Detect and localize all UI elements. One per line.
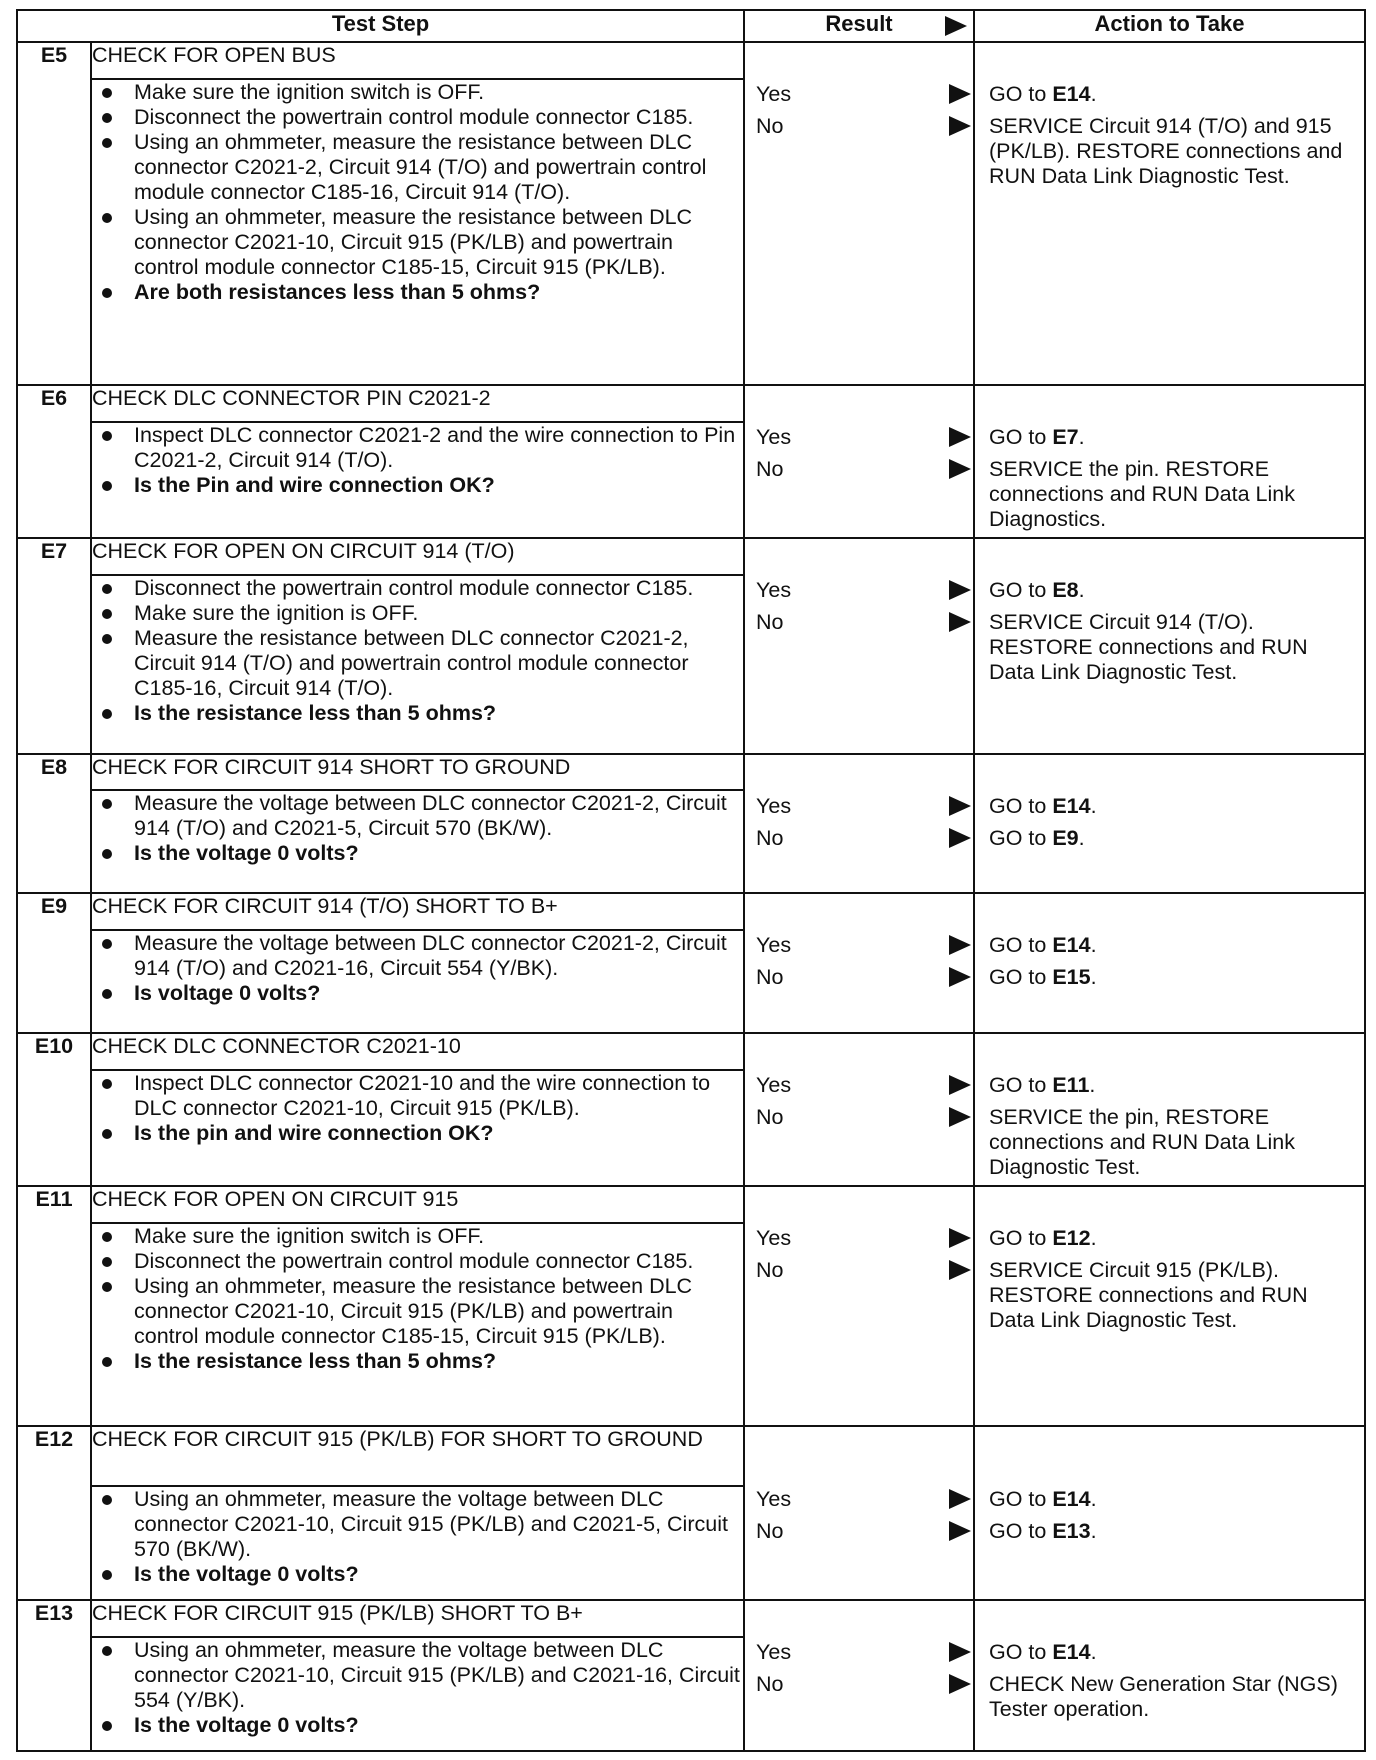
action-yes-suffix: . <box>1090 793 1097 818</box>
result-no-label: No <box>756 1672 784 1697</box>
action-no <box>989 965 1356 990</box>
action-no-text: SERVICE the pin. RESTORE connections and RUN Data Link Diagnostics. <box>989 456 1295 531</box>
action-yes-ref: E14 <box>1052 1486 1091 1511</box>
question-text: Is the resistance less than 5 ohms? <box>134 700 497 725</box>
step-body <box>91 1223 744 1426</box>
action-no-text: SERVICE Circuit 914 (T/O). RESTORE connections and RUN Data Link Diagnostic Test. <box>989 609 1308 684</box>
step-bullets <box>92 1071 743 1146</box>
action-no-text: SERVICE Circuit 915 (PK/LB). RESTORE connections and RUN Data Link Diagnostic Test. <box>989 1257 1308 1332</box>
result-no <box>756 1519 973 1545</box>
action-yes-prefix: GO to <box>989 1225 1053 1250</box>
bullet-item <box>92 1274 743 1349</box>
step-result <box>744 893 974 1033</box>
action-no <box>989 457 1356 532</box>
bullet-text: Make sure the ignition switch is OFF. <box>134 1223 485 1248</box>
bullet-item <box>92 1487 743 1562</box>
result-no <box>756 965 973 991</box>
bullet-text: Make sure the ignition is OFF. <box>134 600 419 625</box>
step-bullets <box>92 1638 743 1738</box>
bullet-icon <box>102 1232 112 1242</box>
bullet-item <box>92 576 743 601</box>
step-title: CHECK FOR CIRCUIT 914 SHORT TO GROUND <box>91 754 744 791</box>
step-id: E5 <box>17 42 91 385</box>
header-result <box>744 10 974 42</box>
step-id: E6 <box>17 385 91 538</box>
arrow-right-icon <box>949 580 971 600</box>
action-no <box>989 1519 1356 1544</box>
bullet-text: Using an ohmmeter, measure the resistance between DLC connector C2021-2, Circuit 914 (T/O) and powertrain control module connector C185-16, Circuit 914 (T/O). <box>134 129 707 204</box>
arrow-right-icon <box>945 16 967 36</box>
step-title: CHECK FOR CIRCUIT 914 (T/O) SHORT TO B+ <box>91 893 744 930</box>
action-yes-prefix: GO to <box>989 1486 1053 1511</box>
bullet-item <box>92 423 743 473</box>
action-yes-suffix: . <box>1090 1486 1097 1511</box>
action-no <box>989 610 1356 685</box>
question-text: Is the pin and wire connection OK? <box>134 1120 494 1145</box>
arrow-right-icon <box>949 1107 971 1127</box>
step-e8-title-row <box>17 754 1365 791</box>
bullet-icon <box>102 584 112 594</box>
action-yes <box>989 82 1356 107</box>
arrow-right-icon <box>949 116 971 136</box>
step-question <box>92 280 743 305</box>
arrow-right-icon <box>949 459 971 479</box>
step-bullets <box>92 931 743 1006</box>
bullet-text: Disconnect the powertrain control module connector C185. <box>134 575 694 600</box>
bullet-text: Using an ohmmeter, measure the voltage between DLC connector C2021-10, Circuit 915 (PK/LB) and C2021-16, Circuit 554 (Y/BK). <box>134 1637 740 1712</box>
step-id: E7 <box>17 538 91 754</box>
result-no-label: No <box>756 114 784 138</box>
bullet-icon <box>102 1282 112 1292</box>
step-bullets <box>92 576 743 726</box>
action-yes <box>989 794 1356 819</box>
bullet-icon <box>102 1357 112 1367</box>
step-title: CHECK FOR OPEN ON CIRCUIT 914 (T/O) <box>91 538 744 575</box>
bullet-icon <box>102 481 112 491</box>
diagnostic-table <box>16 9 1366 1752</box>
bullet-item <box>92 1224 743 1249</box>
step-body <box>91 1070 744 1186</box>
result-no <box>756 457 973 483</box>
result-yes-label: Yes <box>756 793 792 818</box>
action-yes <box>989 1640 1356 1665</box>
result-no-label: No <box>756 609 784 634</box>
action-no-ref: E9 <box>1052 825 1079 850</box>
action-yes-ref: E14 <box>1052 82 1091 106</box>
step-e10-title-row <box>17 1033 1365 1070</box>
bullet-icon <box>102 1495 112 1505</box>
step-title: CHECK FOR CIRCUIT 915 (PK/LB) FOR SHORT TO GROUND <box>91 1426 744 1486</box>
bullet-item <box>92 130 743 205</box>
question-text: Is the Pin and wire connection OK? <box>134 472 495 497</box>
step-title: CHECK FOR CIRCUIT 915 (PK/LB) SHORT TO B+ <box>91 1600 744 1637</box>
bullet-icon <box>102 88 112 98</box>
step-result <box>744 1600 974 1751</box>
step-result <box>744 754 974 894</box>
result-yes-label: Yes <box>756 1486 792 1511</box>
result-yes <box>756 425 973 451</box>
step-question <box>92 1349 743 1374</box>
action-yes-suffix: . <box>1078 424 1085 449</box>
step-e12-title-row <box>17 1426 1365 1486</box>
action-no-text: SERVICE Circuit 914 (T/O) and 915 (PK/LB). RESTORE connections and RUN Data Link Diagnostic Test. <box>989 114 1343 188</box>
action-yes-prefix: GO to <box>989 82 1053 106</box>
arrow-right-icon <box>949 828 971 848</box>
arrow-right-icon <box>949 612 971 632</box>
action-yes-prefix: GO to <box>989 577 1053 602</box>
result-yes-label: Yes <box>756 1640 792 1665</box>
step-action <box>974 1600 1365 1751</box>
step-result <box>744 1186 974 1426</box>
step-action <box>974 1033 1365 1186</box>
action-yes-ref: E14 <box>1052 933 1091 958</box>
arrow-right-icon <box>949 1228 971 1248</box>
step-body <box>91 930 744 1033</box>
result-no-label: No <box>756 1518 784 1543</box>
step-e13-title-row <box>17 1600 1365 1637</box>
step-action <box>974 538 1365 754</box>
step-body <box>91 1637 744 1751</box>
step-action <box>974 754 1365 894</box>
action-yes <box>989 1487 1356 1512</box>
result-yes-label: Yes <box>756 1072 792 1097</box>
result-no <box>756 826 973 852</box>
arrow-right-icon <box>949 1260 971 1280</box>
bullet-item <box>92 205 743 280</box>
step-action <box>974 893 1365 1033</box>
bullet-icon <box>102 989 112 999</box>
result-no <box>756 610 973 636</box>
result-yes-label: Yes <box>756 1225 792 1250</box>
action-yes-ref: E14 <box>1052 793 1091 818</box>
step-bullets <box>92 80 743 305</box>
action-no <box>989 1258 1356 1333</box>
action-yes-ref: E11 <box>1052 1072 1090 1097</box>
step-bullets <box>92 1487 743 1587</box>
action-no-prefix: GO to <box>989 965 1053 990</box>
action-yes-suffix: . <box>1090 82 1097 106</box>
action-yes-ref: E8 <box>1052 577 1079 602</box>
action-no <box>989 826 1356 851</box>
bullet-icon <box>102 113 112 123</box>
bullet-text: Using an ohmmeter, measure the resistance between DLC connector C2021-10, Circuit 915 (PK/LB) and powertrain control module connector C185-15, Circuit 915 (PK/LB). <box>134 204 693 279</box>
step-id: E10 <box>17 1033 91 1186</box>
arrow-right-icon <box>949 1521 971 1541</box>
action-no-ref: E15 <box>1052 965 1091 990</box>
question-text: Are both resistances less than 5 ohms? <box>134 279 541 304</box>
action-yes <box>989 578 1356 603</box>
action-yes-suffix: . <box>1078 577 1085 602</box>
action-no-text: CHECK New Generation Star (NGS) Tester operation. <box>989 1672 1338 1722</box>
question-text: Is voltage 0 volts? <box>134 980 321 1005</box>
step-id: E9 <box>17 893 91 1033</box>
result-yes <box>756 794 973 820</box>
action-yes-prefix: GO to <box>989 1072 1053 1097</box>
step-e9-title-row <box>17 893 1365 930</box>
result-no-label: No <box>756 825 784 850</box>
result-yes <box>756 1073 973 1099</box>
bullet-item <box>92 1638 743 1713</box>
step-body <box>91 422 744 538</box>
arrow-right-icon <box>949 427 971 447</box>
action-no <box>989 114 1356 189</box>
result-yes-label: Yes <box>756 424 792 449</box>
step-body <box>91 575 744 754</box>
question-text: Is the voltage 0 volts? <box>134 1562 359 1587</box>
header-row <box>17 10 1365 42</box>
bullet-text: Make sure the ignition switch is OFF. <box>134 79 485 104</box>
result-yes-label: Yes <box>756 82 792 106</box>
step-action <box>974 385 1365 538</box>
step-title: CHECK DLC CONNECTOR PIN C2021-2 <box>91 385 744 422</box>
bullet-text: Inspect DLC connector C2021-10 and the wire connection to DLC connector C2021-10, Circuit 915 (PK/LB). <box>134 1070 711 1120</box>
step-bullets <box>92 1224 743 1374</box>
step-body <box>91 790 744 893</box>
bullet-text: Measure the voltage between DLC connector C2021-2, Circuit 914 (T/O) and C2021-16, Circuit 554 (Y/BK). <box>134 930 727 980</box>
header-test-step: Test Step <box>17 10 744 42</box>
step-bullets <box>92 423 743 498</box>
step-question <box>92 1121 743 1146</box>
header-action: Action to Take <box>974 10 1365 42</box>
arrow-right-icon <box>949 796 971 816</box>
step-body <box>91 79 744 385</box>
action-yes <box>989 1073 1356 1098</box>
step-id: E8 <box>17 754 91 894</box>
action-yes-suffix: . <box>1090 1640 1097 1665</box>
step-question <box>92 1713 743 1738</box>
bullet-icon <box>102 1257 112 1267</box>
bullet-item <box>92 931 743 981</box>
result-yes <box>756 578 973 604</box>
bullet-text: Disconnect the powertrain control module connector C185. <box>134 1248 694 1273</box>
action-yes-suffix: . <box>1090 933 1097 958</box>
step-question <box>92 1562 743 1587</box>
arrow-right-icon <box>949 1674 971 1694</box>
bullet-icon <box>102 138 112 148</box>
action-yes-prefix: GO to <box>989 933 1053 958</box>
step-e11-title-row <box>17 1186 1365 1223</box>
result-yes-label: Yes <box>756 577 792 602</box>
action-yes-ref: E7 <box>1052 424 1079 449</box>
step-question <box>92 701 743 726</box>
bullet-icon <box>102 1570 112 1580</box>
step-e6-title-row <box>17 385 1365 422</box>
step-action <box>974 1426 1365 1600</box>
arrow-right-icon <box>949 967 971 987</box>
bullet-icon <box>102 288 112 298</box>
result-yes <box>756 1640 973 1666</box>
bullet-item <box>92 105 743 130</box>
action-yes-suffix: . <box>1089 1072 1096 1097</box>
question-text: Is the voltage 0 volts? <box>134 841 359 866</box>
bullet-icon <box>102 634 112 644</box>
bullet-icon <box>102 939 112 949</box>
step-result <box>744 1033 974 1186</box>
action-yes-prefix: GO to <box>989 424 1053 449</box>
bullet-icon <box>102 609 112 619</box>
bullet-text: Measure the voltage between DLC connector C2021-2, Circuit 914 (T/O) and C2021-5, Circuit 570 (BK/W). <box>134 791 727 841</box>
step-e5-title-row <box>17 42 1365 79</box>
bullet-text: Inspect DLC connector C2021-2 and the wire connection to Pin C2021-2, Circuit 914 (T/O). <box>134 422 736 472</box>
bullet-text: Using an ohmmeter, measure the resistance between DLC connector C2021-10, Circuit 915 (PK/LB) and powertrain control module connector C185-15, Circuit 915 (PK/LB). <box>134 1273 693 1348</box>
bullet-icon <box>102 1721 112 1731</box>
result-yes <box>756 933 973 959</box>
bullet-icon <box>102 213 112 223</box>
action-no-prefix: GO to <box>989 1518 1053 1543</box>
action-no-suffix: . <box>1078 825 1085 850</box>
action-yes-prefix: GO to <box>989 793 1053 818</box>
result-yes <box>756 1226 973 1252</box>
result-no <box>756 114 973 140</box>
step-result <box>744 42 974 385</box>
bullet-icon <box>102 709 112 719</box>
bullet-icon <box>102 1129 112 1139</box>
action-no <box>989 1672 1356 1722</box>
action-no-suffix: . <box>1090 1518 1097 1543</box>
arrow-right-icon <box>949 935 971 955</box>
result-yes <box>756 1487 973 1513</box>
result-no-label: No <box>756 1257 784 1282</box>
action-yes-ref: E12 <box>1052 1225 1091 1250</box>
bullet-text: Disconnect the powertrain control module connector C185. <box>134 104 694 129</box>
action-no-ref: E13 <box>1052 1518 1091 1543</box>
step-action <box>974 1186 1365 1426</box>
action-no-prefix: GO to <box>989 825 1053 850</box>
step-title: CHECK FOR OPEN BUS <box>91 42 744 79</box>
bullet-text: Measure the resistance between DLC connector C2021-2, Circuit 914 (T/O) and powertrain control module connector C185-16, Circuit 914 (T/O). <box>134 625 689 700</box>
bullet-icon <box>102 1646 112 1656</box>
action-no <box>989 1105 1356 1180</box>
result-no-label: No <box>756 965 784 990</box>
action-yes-prefix: GO to <box>989 1640 1053 1665</box>
action-no-text: SERVICE the pin, RESTORE connections and RUN Data Link Diagnostic Test. <box>989 1104 1295 1179</box>
result-yes <box>756 82 973 108</box>
step-question <box>92 473 743 498</box>
arrow-right-icon <box>949 1489 971 1509</box>
result-no <box>756 1672 973 1698</box>
step-id: E13 <box>17 1600 91 1751</box>
bullet-icon <box>102 799 112 809</box>
result-no-label: No <box>756 1104 784 1129</box>
question-text: Is the voltage 0 volts? <box>134 1712 359 1737</box>
question-text: Is the resistance less than 5 ohms? <box>134 1348 497 1373</box>
step-result <box>744 385 974 538</box>
bullet-icon <box>102 431 112 441</box>
bullet-text: Using an ohmmeter, measure the voltage between DLC connector C2021-10, Circuit 915 (PK/LB) and C2021-5, Circuit 570 (BK/W). <box>134 1487 728 1562</box>
result-no-label: No <box>756 456 784 481</box>
step-e7-title-row <box>17 538 1365 575</box>
action-yes <box>989 1226 1356 1251</box>
arrow-right-icon <box>949 1642 971 1662</box>
step-action <box>974 42 1365 385</box>
step-id: E11 <box>17 1186 91 1426</box>
bullet-item <box>92 791 743 841</box>
header-result-label: Result <box>825 11 893 36</box>
action-yes <box>989 933 1356 958</box>
arrow-right-icon <box>949 84 971 104</box>
steps-body <box>17 42 1365 1751</box>
step-result <box>744 1426 974 1600</box>
result-no <box>756 1105 973 1131</box>
result-yes-label: Yes <box>756 933 792 958</box>
action-no-suffix: . <box>1090 965 1097 990</box>
arrow-right-icon <box>949 1075 971 1095</box>
bullet-icon <box>102 1079 112 1089</box>
result-no <box>756 1258 973 1284</box>
action-yes <box>989 425 1356 450</box>
step-body <box>91 1486 744 1600</box>
bullet-item <box>92 1071 743 1121</box>
step-question <box>92 981 743 1006</box>
step-question <box>92 841 743 866</box>
bullet-item <box>92 626 743 701</box>
step-title: CHECK FOR OPEN ON CIRCUIT 915 <box>91 1186 744 1223</box>
step-title: CHECK DLC CONNECTOR C2021-10 <box>91 1033 744 1070</box>
action-yes-suffix: . <box>1090 1225 1097 1250</box>
bullet-item <box>92 1249 743 1274</box>
step-bullets <box>92 791 743 866</box>
bullet-item <box>92 80 743 105</box>
step-id: E12 <box>17 1426 91 1600</box>
bullet-icon <box>102 849 112 859</box>
action-yes-ref: E14 <box>1052 1640 1091 1665</box>
bullet-item <box>92 601 743 626</box>
step-result <box>744 538 974 754</box>
